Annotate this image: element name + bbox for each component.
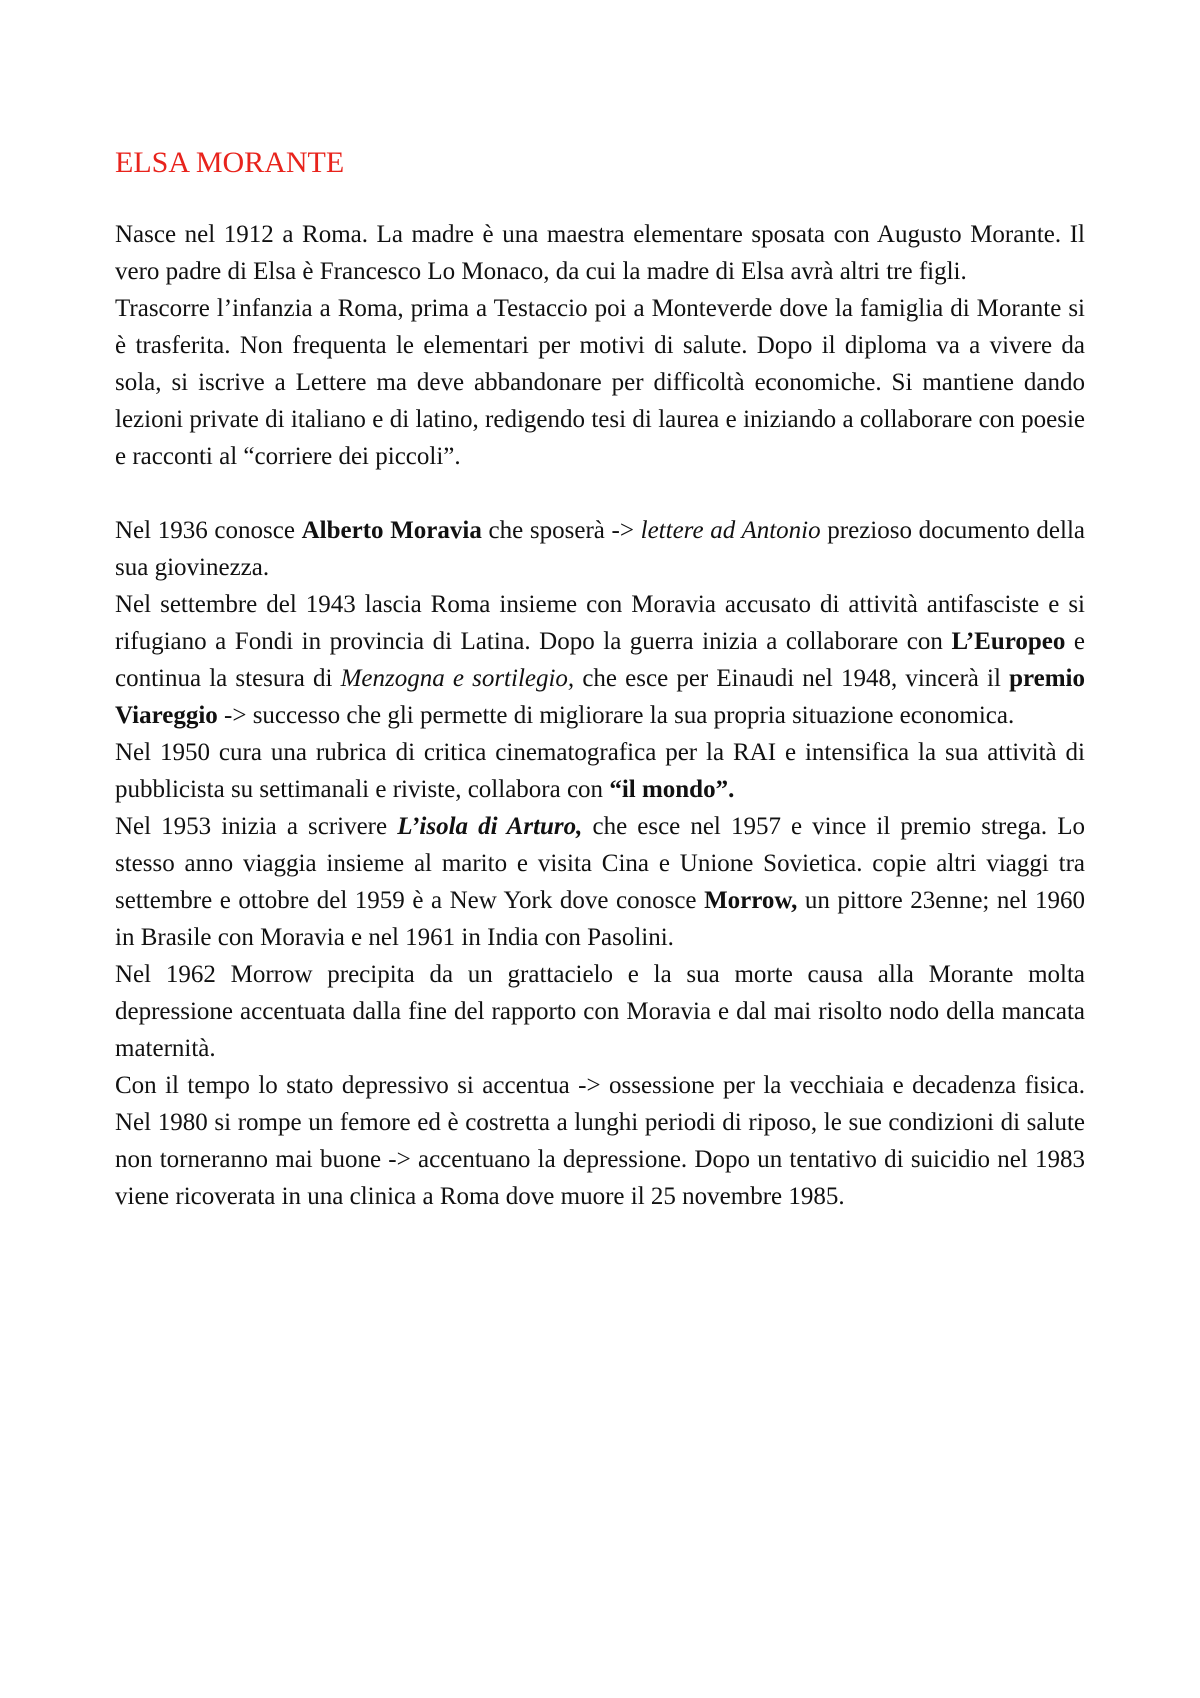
paragraph-decline: Con il tempo lo stato depressivo si accentua -> ossessione per la vecchiaia e decadenza fisica. Nel 1980 si rompe un femore ed è costretta a lunghi periodi di riposo, le sue condizioni di salute non torneranno mai buone -> accentuano la depressione. Dopo un tentativo di suicidio nel 1983 viene ricoverata in una clinica a Roma dove muore il 25 novembre 1985. xyxy=(115,1072,1085,1210)
text-run: Nel 1950 cura una rubrica di critica cinematografica per la RAI e intensifica la sua attività di pubblicista su settimanali e riviste, collabora con xyxy=(115,739,1085,803)
paragraph-1943 xyxy=(115,586,1085,734)
bold-run-premio-viareggio: premio Viareggio xyxy=(115,665,1085,729)
text-run: -> successo che gli permette di migliorare la sua propria situazione economica. xyxy=(217,702,1015,729)
text-run: che sposerà -> xyxy=(481,517,641,544)
paragraph-birth: Nasce nel 1912 a Roma. La madre è una maestra elementare sposata con Augusto Morante. Il vero padre di Elsa è Francesco Lo Monaco, da cui la madre di Elsa avrà altri tre figli. xyxy=(115,221,1085,285)
text-run: Nel settembre del 1943 lascia Roma insieme con Moravia accusato di attività antifasciste e si rifugiano a Fondi in provincia di Latina. Dopo la guerra inizia a collaborare con xyxy=(115,591,1085,655)
paragraph-1953 xyxy=(115,808,1085,956)
paragraph-childhood: Trascorre l’infanzia a Roma, prima a Testaccio poi a Monteverde dove la famiglia di Morante si è trasferita. Non frequenta le elementari per motivi di salute. Dopo il diploma va a vivere da sola, si iscrive a Lettere ma deve abbandonare per difficoltà economiche. Si mantiene dando lezioni private di italiano e di latino, redigendo tesi di laurea e iniziando a collaborare con poesie e racconti al “corriere dei piccoli”. xyxy=(115,295,1085,470)
document-title: ELSA MORANTE xyxy=(115,146,345,179)
bold-run-alberto-moravia: Alberto Moravia xyxy=(301,517,482,544)
text-run: e continua la stesura di xyxy=(115,628,1085,692)
text-run: prezioso documento della sua giovinezza. xyxy=(115,517,1085,581)
paragraph-spacer xyxy=(115,475,1085,512)
paragraph-1936 xyxy=(115,512,1085,586)
text-run: Nel 1936 conosce xyxy=(115,517,302,544)
text-run: Nel 1953 inizia a scrivere xyxy=(115,813,398,840)
italic-run-lettere-ad-antonio: lettere ad Antonio xyxy=(640,517,821,544)
text-run: che esce per Einaudi nel 1948, vincerà il xyxy=(574,665,1010,692)
text-run: che esce nel 1957 e vince il premio strega. Lo stesso anno viaggia insieme al marito e visita Cina e Unione Sovietica. copie altri viaggi tra settembre e ottobre del 1959 è a New York dove conosce xyxy=(115,813,1086,914)
bold-run-morrow: Morrow, xyxy=(704,887,798,914)
paragraph-1962: Nel 1962 Morrow precipita da un grattacielo e la sua morte causa alla Morante molta depressione accentuata dalla fine del rapporto con Moravia e dal mai risolto nodo della mancata maternità. xyxy=(115,961,1085,1062)
bold-italic-run-lisola-di-arturo xyxy=(397,813,582,840)
italic-run-menzogna-e-sortilegio: Menzogna e sortilegio, xyxy=(340,665,575,692)
document-body xyxy=(115,216,1085,1215)
bold-run-leuropeo: L’Europeo xyxy=(951,628,1066,655)
bold-run-il-mondo: “il mondo”. xyxy=(609,776,735,803)
text-run: un pittore 23enne; nel 1960 in Brasile con Moravia e nel 1961 in India con Pasolini. xyxy=(115,887,1085,951)
italic-run-lisola-di-arturo: L’isola di Arturo, xyxy=(397,813,583,840)
paragraph-1950 xyxy=(115,734,1085,808)
